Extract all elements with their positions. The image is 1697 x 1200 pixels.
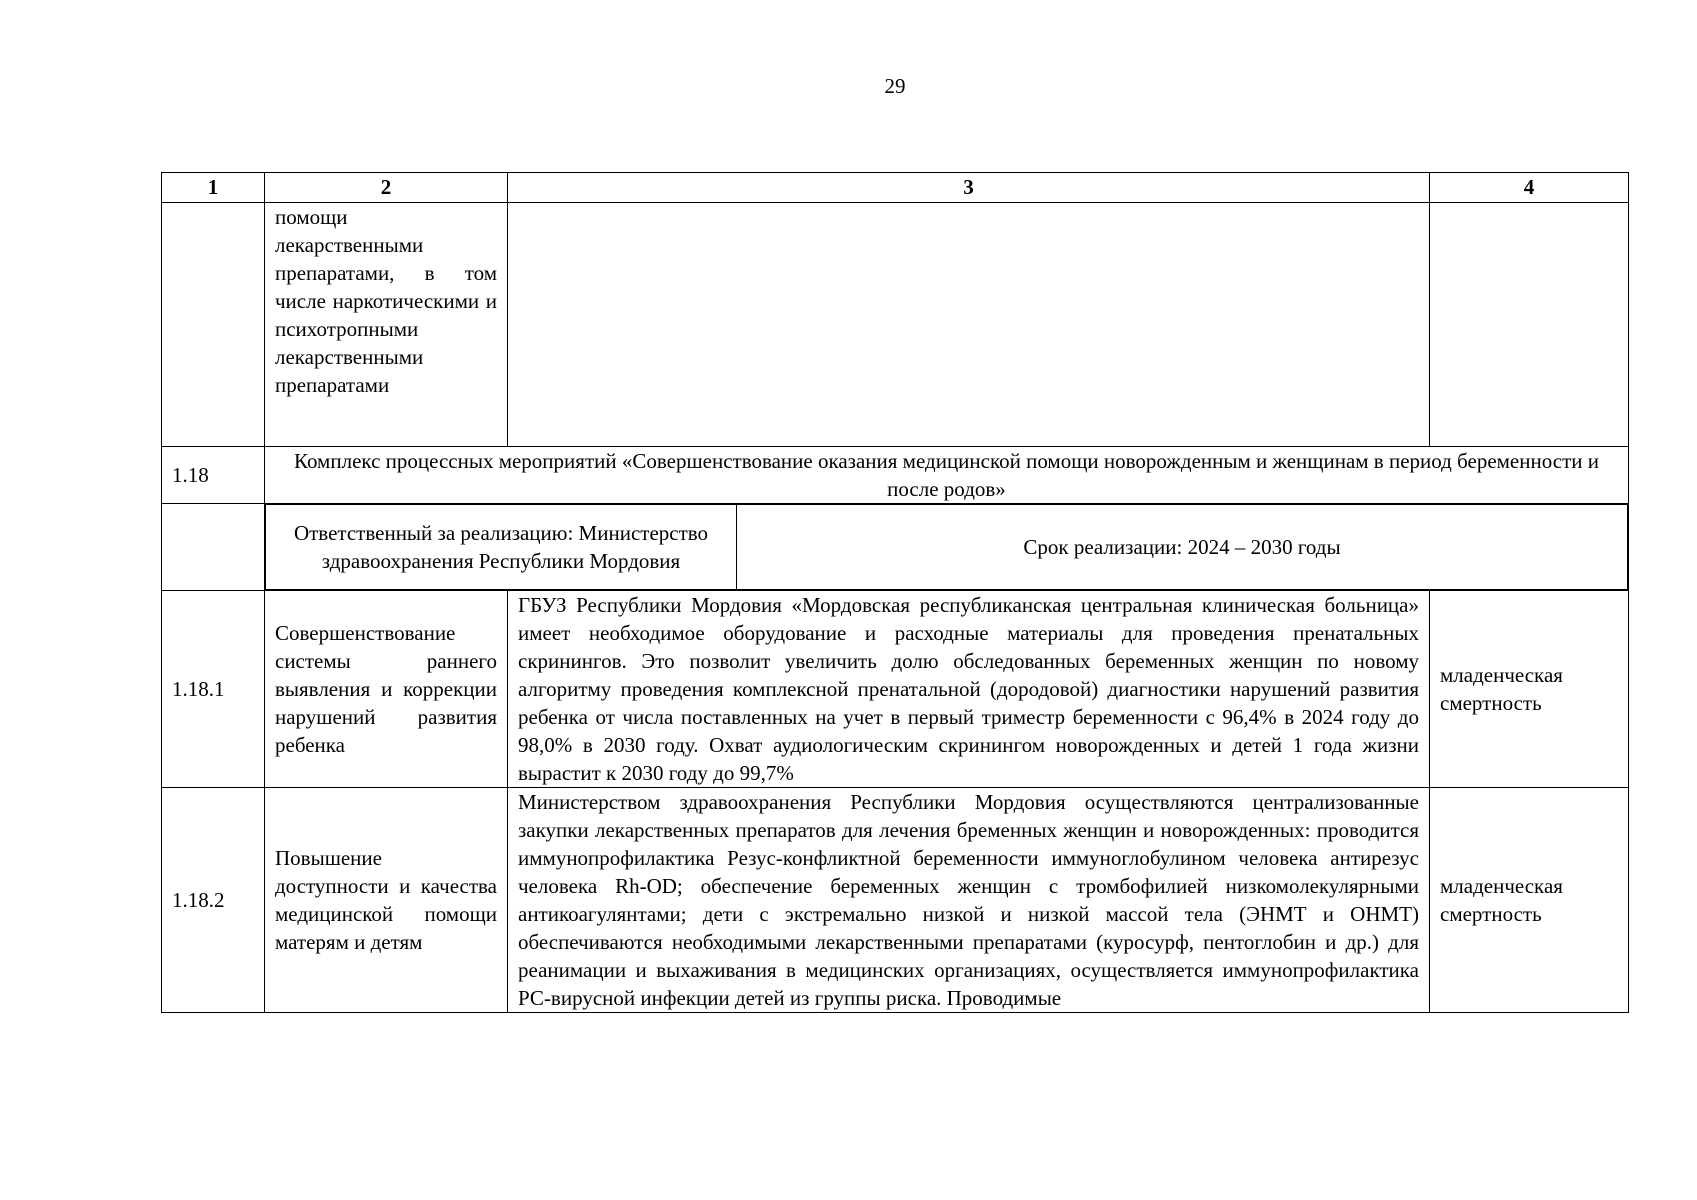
row-task: Совершенствование системы раннего выявления и коррекции нарушений развития ребенка [265, 591, 508, 788]
row-number: 1.18.1 [162, 591, 265, 788]
cont-task-cell: помощи лекарственными препаратами, в том числе наркотическими и психотропными лекарственными препаратами [265, 203, 508, 447]
cont-indicator-cell [1430, 203, 1629, 447]
table-row [162, 591, 1629, 788]
section-row [162, 447, 1629, 504]
responsible-wrap [265, 504, 1629, 591]
header-col-3: 3 [508, 173, 1430, 203]
header-row [162, 173, 1629, 203]
header-col-2: 2 [265, 173, 508, 203]
row-task: Повышение доступности и качества медицинской помощи матерям и детям [265, 788, 508, 1013]
header-col-4: 4 [1430, 173, 1629, 203]
cont-desc-cell [508, 203, 1430, 447]
term-text: Срок реализации: 2024 – 2030 годы [737, 505, 1628, 590]
continuation-row [162, 203, 1629, 447]
row-indicator: младенческая смертность [1430, 788, 1629, 1013]
section-title: Комплекс процессных мероприятий «Совершенствование оказания медицинской помощи новорожденным и женщинам в период беременности и после родов» [265, 447, 1629, 504]
responsible-text: Ответственный за реализацию: Министерство здравоохранения Республики Мордовия [266, 505, 737, 590]
responsible-num-cell [162, 504, 265, 591]
responsible-row [162, 504, 1629, 591]
header-col-1: 1 [162, 173, 265, 203]
section-number: 1.18 [162, 447, 265, 504]
cont-num-cell [162, 203, 265, 447]
row-indicator: младенческая смертность [1430, 591, 1629, 788]
table-row [162, 788, 1629, 1013]
responsible-subtable [265, 504, 1628, 590]
row-number: 1.18.2 [162, 788, 265, 1013]
page-number: 29 [884, 74, 906, 98]
measures-table [161, 172, 1629, 1013]
row-description: ГБУЗ Республики Мордовия «Мордовская республиканская центральная клиническая больница» имеет необходимое оборудование и расходные материалы для проведения пренатальных скринингов. Это позволит увеличить долю обследованных беременных женщин по новому алгоритму проведения комплексной пренатальной (дородовой) диагностики нарушений развития ребенка от числа поставленных на учет в первый триместр беременности с 96,4% в 2024 году до 98,0% в 2030 году. Охват аудиологическим скринингом новорожденных и детей 1 года жизни вырастит к 2030 году до 99,7% [508, 591, 1430, 788]
row-description: Министерством здравоохранения Республики Мордовия осуществляются централизованные закупки лекарственных препаратов для лечения бременных женщин и новорожденных: проводится иммунопрофилактика Резус-конфликтной беременности иммуноглобулином человека антирезус человека Rh-OD; обеспечение беременных женщин с тромбофилией низкомолекулярными антикоагулянтами; дети с экстремально низкой и низкой массой тела (ЭНМТ и ОНМТ) обеспечиваются необходимыми лекарственными препаратами (куросурф, пентоглобин и др.) для реанимации и выхаживания в медицинских организациях, осуществляется иммунопрофилактика РС-вирусной инфекции детей из группы риска. Проводимые [508, 788, 1430, 1013]
